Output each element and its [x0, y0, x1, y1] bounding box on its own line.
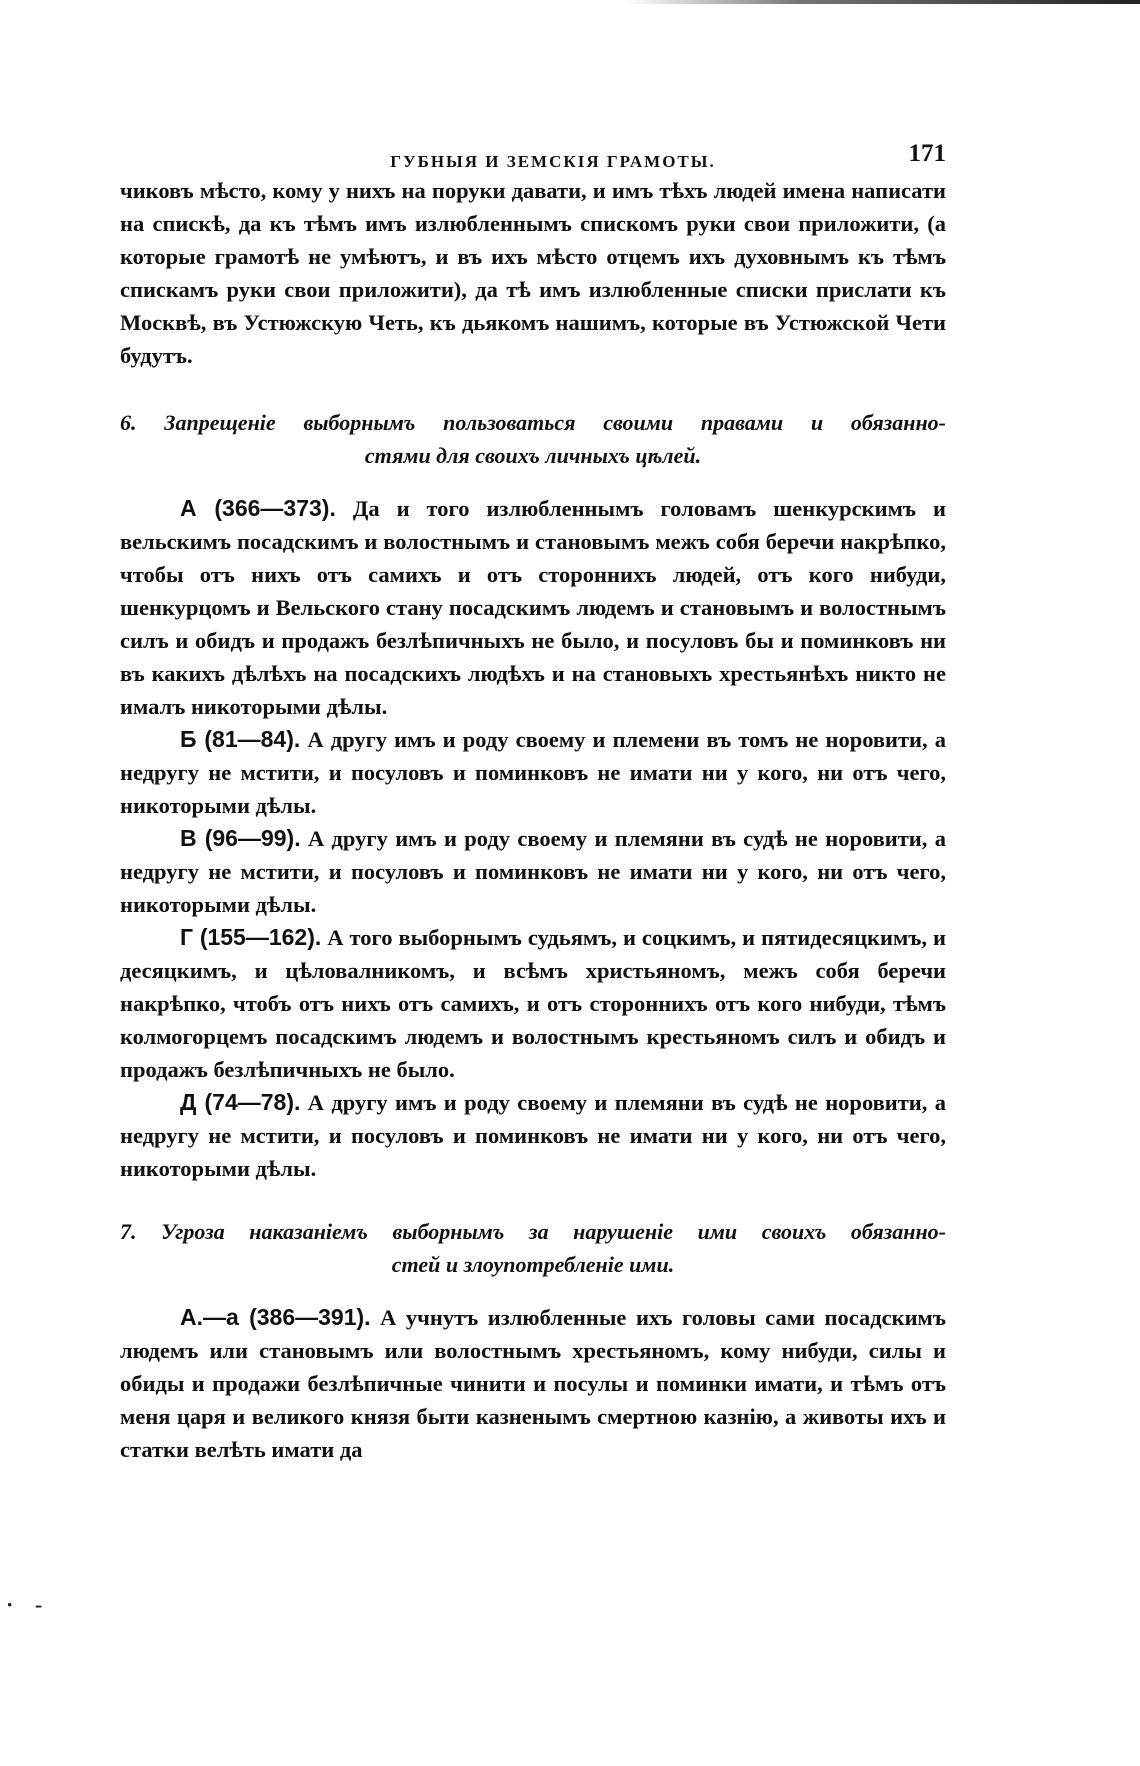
paragraph-text: А другу имъ и роду своему и племени въ томъ не норовити, а недругу не мстити, и посуловъ и поминковъ не имати ни у кого, ни отъ чего, никоторыми дѣлы. [120, 727, 947, 818]
scan-margin-marks: · - [6, 1592, 51, 1617]
paragraph-text: А другу имъ и роду своему и племяни въ судѣ не норовити, а недругу не мстити, и посуловъ и поминковъ не имати ни у кого, ни отъ чего, никоторыми дѣлы. [120, 826, 946, 917]
paragraph-label: А (366—373). [180, 495, 336, 521]
paragraph-label: В (96—99). [180, 825, 301, 851]
paragraph-text: А учнутъ излюбленные ихъ головы сами посадскимъ людемъ или становымъ или волостнымъ хрестьяномъ, кому нибуди, силы и обиды и продажи безлѣпичные чинити и посулы и поминки имати, и тѣмъ отъ меня царя и великого князя быти казненымъ смертною казнію, а животы ихъ и статки велѣть имати да [120, 1305, 947, 1462]
section-7-title-line2: стей и злоупотребленіе ими. [391, 1252, 675, 1277]
paragraph-d [120, 1086, 946, 1185]
paragraph-v [120, 822, 946, 921]
paragraph-a [120, 492, 946, 723]
paragraph-label: Г (155—162). [180, 924, 322, 950]
paragraph-text: А другу имъ и роду своему и племяни въ судѣ не норовити, а недругу не мстити, и посуловъ и поминковъ не имати ни у кого, ни отъ чего, никоторыми дѣлы. [120, 1090, 946, 1181]
paragraph-text: А того выборнымъ судьямъ, и соцкимъ, и пятидесяцкимъ, и десяцкимъ, и цѣловалникомъ, и всѣмъ христьяномъ, межъ собя беречи накрѣпко, чтобъ отъ нихъ отъ самихъ, и отъ стороннихъ отъ кого нибуди, тѣмъ колмогорцемъ посадскимъ людемъ и волостнымъ крестьяномъ силъ и обидъ и продажъ безлѣпичныхъ не было. [120, 925, 946, 1082]
paragraph-a-a [120, 1301, 946, 1466]
paragraph-b [120, 723, 946, 822]
paragraph-g [120, 921, 946, 1086]
section-6-title [120, 406, 946, 472]
paragraph-label: Д (74—78). [180, 1089, 301, 1115]
paragraph-text: Да и того излюбленнымъ головамъ шенкурскимъ и вельскимъ посадскимъ и волостнымъ и становымъ межъ собя беречи накрѣпко, чтобы отъ нихъ отъ самихъ и отъ стороннихъ людей, отъ кого нибуди, шенкурцомъ и Вельского стану посадскимъ людемъ и становымъ и волостнымъ силъ и обидъ и продажъ безлѣпичныхъ не было, и посуловъ бы и поминковъ ни въ какихъ дѣлѣхъ на посадскихъ людѣхъ и на становыхъ хрестьянѣхъ никто не ималъ никоторыми дѣлы. [120, 496, 946, 719]
section-6-title-line1: 6. Запрещеніе выборнымъ пользоваться своими правами и обязанно- [120, 410, 946, 435]
section-7-title-line1: 7. Угроза наказаніемъ выборнымъ за нарушеніе ими своихъ обязанно- [120, 1219, 946, 1244]
running-header [120, 140, 946, 174]
continued-paragraph: чиковъ мѣсто, кому у нихъ на поруки давати, и имъ тѣхъ людей имена написати на спискѣ, да къ тѣмъ имъ излюбленнымъ спискомъ руки свои приложити, (а которые грамотѣ не умѣютъ, и въ ихъ мѣсто отцемъ ихъ духовнымъ къ тѣмъ спискамъ руки свои приложити), да тѣ имъ излюбленные списки прислати къ Москвѣ, въ Устюжскую Четь, къ дьякомъ нашимъ, которые въ Устюжской Чети будутъ. [120, 178, 946, 368]
section-6-title-line2: стями для своихъ личныхъ цѣлей. [364, 443, 702, 468]
page-number: 171 [908, 140, 946, 167]
paragraph-label: А.—а (386—391). [180, 1304, 371, 1330]
running-title: ГУБНЫЯ И ЗЕМСКІЯ ГРАМОТЫ. [390, 152, 716, 171]
section-7-title [120, 1215, 946, 1281]
body-text [120, 174, 946, 1466]
paragraph-label: Б (81—84). [180, 726, 301, 752]
scan-top-edge [0, 0, 1140, 4]
book-page [120, 140, 946, 1466]
